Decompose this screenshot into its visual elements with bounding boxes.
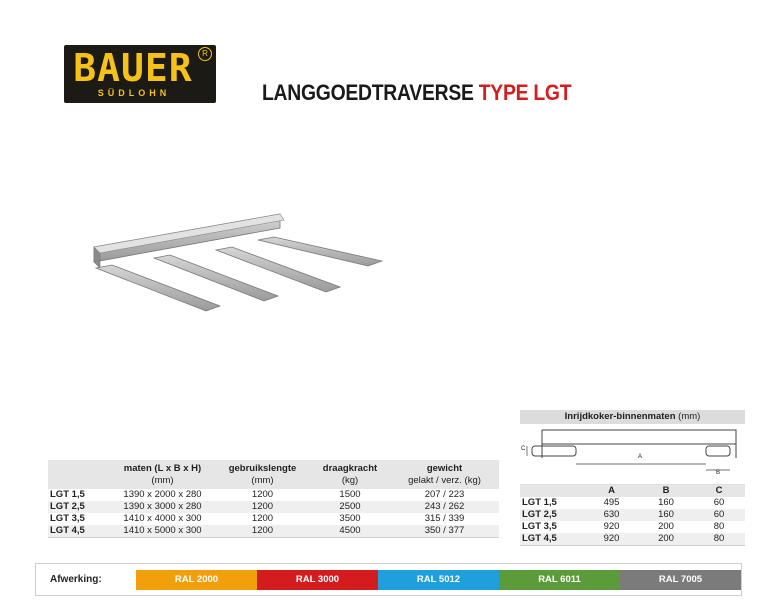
dim-a-cell: 630 <box>584 509 639 521</box>
dimensions-cell: 1410 x 4000 x 300 <box>123 513 202 524</box>
ral-option-2000[interactable]: RAL 2000 <box>136 570 257 590</box>
finish-options <box>35 563 742 596</box>
model-name: LGT 3,5 <box>522 521 557 532</box>
dim-c-cell: 60 <box>693 509 745 521</box>
dimensions-cell: 1390 x 2000 x 280 <box>123 489 202 500</box>
table-row <box>48 513 499 525</box>
table-row <box>520 497 745 509</box>
fork-pocket-table <box>520 485 745 546</box>
capacity-cell: 4500 <box>310 525 390 538</box>
spec-header <box>48 460 110 475</box>
dims-header-row <box>520 485 745 497</box>
model-name: LGT 4,5 <box>48 525 110 538</box>
dim-c-cell: 60 <box>713 497 725 508</box>
model-name: LGT 2,5 <box>520 509 584 521</box>
model-name: LGT 1,5 <box>50 489 85 500</box>
dim-b-cell: 200 <box>639 533 693 546</box>
bauer-logo <box>64 45 216 103</box>
caption-title: Inrijdkoker-binnenmaten <box>564 411 676 422</box>
title-product: LANGGOEDTRAVERSE <box>262 80 474 105</box>
dims-header <box>520 485 584 497</box>
spec-unit: gelakt / verz. (kg) <box>390 475 499 489</box>
table-row <box>48 525 499 538</box>
spec-header: gebruikslengte <box>215 460 310 475</box>
table-row <box>520 509 745 521</box>
spec-header: draagkracht <box>310 460 390 475</box>
ral-option-5012[interactable]: RAL 5012 <box>378 570 499 590</box>
registered-mark: R <box>198 47 212 61</box>
fork-pocket-drawing <box>520 424 745 485</box>
logo-city: SÜDLOHN <box>97 88 171 98</box>
dimensions-cell: 1390 x 3000 x 280 <box>110 501 215 513</box>
usable-length-cell: 1200 <box>215 525 310 538</box>
dim-a-cell: 495 <box>603 497 620 508</box>
spec-unit <box>48 475 110 489</box>
spec-unit: (kg) <box>310 475 390 489</box>
spec-header: gewicht <box>390 460 499 475</box>
capacity-cell: 3500 <box>339 513 361 524</box>
model-name: LGT 3,5 <box>50 513 85 524</box>
spec-unit: (mm) <box>110 475 215 489</box>
weight-cell: 350 / 377 <box>390 525 499 538</box>
capacity-cell: 2500 <box>310 501 390 513</box>
ral-option-3000[interactable]: RAL 3000 <box>257 570 378 590</box>
model-name: LGT 1,5 <box>522 497 557 508</box>
usable-length-cell: 1200 <box>251 513 274 524</box>
ral-option-7005[interactable]: RAL 7005 <box>620 570 741 590</box>
ral-option-6011[interactable]: RAL 6011 <box>499 570 620 590</box>
table-row <box>48 501 499 513</box>
spec-header: maten (L x B x H) <box>110 460 215 475</box>
dims-header: A <box>584 485 639 497</box>
dims-header: B <box>639 485 693 497</box>
spec-unit-row <box>48 475 499 489</box>
dim-b-cell: 160 <box>658 497 674 508</box>
fork-pocket-caption <box>520 410 745 424</box>
dim-label-c: C <box>521 446 526 452</box>
spec-unit: (mm) <box>215 475 310 489</box>
fork-pocket-diagram <box>520 424 745 484</box>
dim-b-cell: 200 <box>658 521 674 532</box>
fork-pocket-panel <box>520 410 745 546</box>
page-title <box>262 80 571 106</box>
dimensions-cell: 1410 x 5000 x 300 <box>110 525 215 538</box>
dim-c-cell: 80 <box>713 521 725 532</box>
weight-cell: 315 / 339 <box>424 513 465 524</box>
dim-b-cell: 160 <box>639 509 693 521</box>
title-type: TYPE LGT <box>478 80 572 105</box>
dim-c-cell: 80 <box>693 533 745 546</box>
weight-cell: 207 / 223 <box>424 489 465 500</box>
finish-label: Afwerking: <box>50 574 102 585</box>
spec-table <box>48 460 499 538</box>
dim-a-cell: 920 <box>584 533 639 546</box>
model-name: LGT 2,5 <box>48 501 110 513</box>
dim-label-a: A <box>638 454 643 460</box>
weight-cell: 243 / 262 <box>390 501 499 513</box>
capacity-cell: 1500 <box>339 489 361 500</box>
model-name: LGT 4,5 <box>520 533 584 546</box>
table-row <box>520 521 745 533</box>
product-image <box>90 210 400 320</box>
usable-length-cell: 1200 <box>251 489 274 500</box>
spec-header-row <box>48 460 499 475</box>
dim-label-b: B <box>716 470 721 476</box>
logo-brand: BAUER <box>73 46 193 90</box>
usable-length-cell: 1200 <box>215 501 310 513</box>
caption-unit: (mm) <box>678 411 701 422</box>
dim-a-cell: 920 <box>603 521 620 532</box>
dims-header: C <box>693 485 745 497</box>
table-row <box>520 533 745 546</box>
table-row <box>48 489 499 501</box>
